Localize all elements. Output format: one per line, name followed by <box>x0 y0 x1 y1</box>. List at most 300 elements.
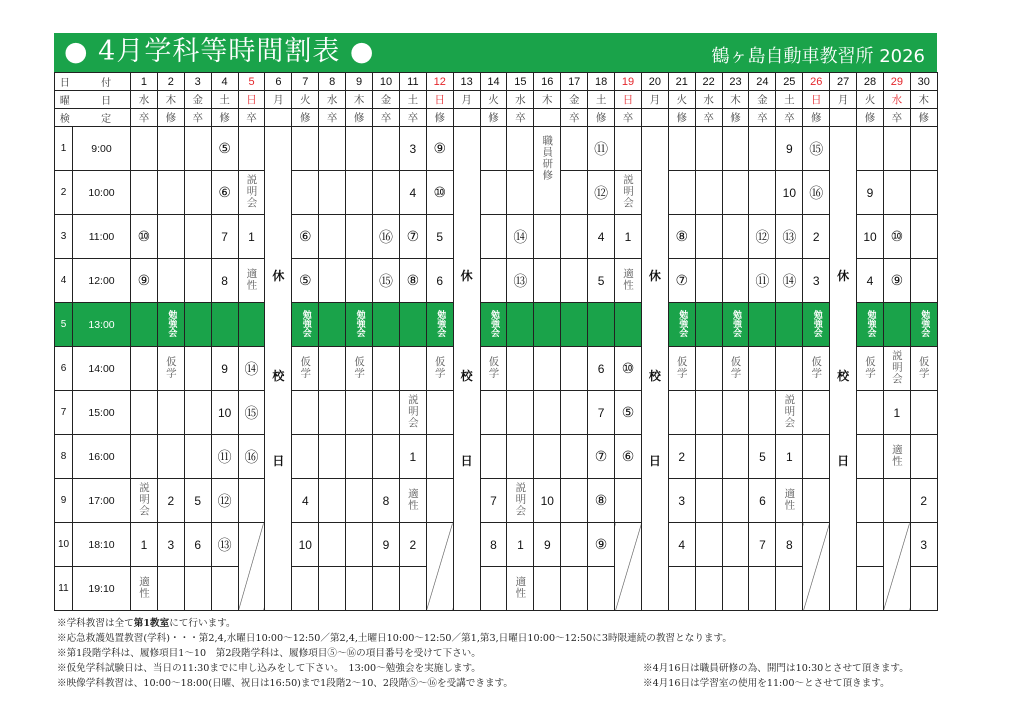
empty-cell <box>857 391 884 435</box>
weekday-cell: 金 <box>749 91 776 109</box>
empty-cell <box>695 435 722 479</box>
class-cell <box>883 259 910 303</box>
empty-cell <box>668 171 695 215</box>
period-time: 19:10 <box>73 567 131 611</box>
exam-cell: 卒 <box>238 109 265 127</box>
empty-cell <box>426 435 453 479</box>
class-cell <box>776 171 803 215</box>
class-cell <box>507 259 534 303</box>
empty-cell <box>695 479 722 523</box>
exam-cell: 卒 <box>695 109 722 127</box>
exam-cell: 修 <box>157 109 184 127</box>
vertical-label: 適性 <box>514 575 527 599</box>
stage1-item: 7 <box>490 493 497 508</box>
empty-cell <box>695 127 722 171</box>
date-cell: 20 <box>641 73 668 91</box>
empty-cell <box>561 215 588 259</box>
class-cell <box>426 259 453 303</box>
empty-cell <box>776 567 803 611</box>
stage1-item: 4 <box>678 537 686 552</box>
closed-label-mid: 校 <box>272 369 285 383</box>
empty-cell <box>373 171 400 215</box>
empty-cell <box>615 127 642 171</box>
empty-cell <box>319 523 346 567</box>
vertical-label: 仮学 <box>164 355 177 379</box>
stage2-item: ⑥ <box>621 448 635 464</box>
stage1-item: 3 <box>678 493 686 508</box>
stage1-item: 2 <box>409 537 417 552</box>
weekday-cell: 日 <box>803 91 830 109</box>
vertical-label: 説明会 <box>137 481 150 517</box>
empty-cell <box>749 567 776 611</box>
stage1-item: 2 <box>167 493 175 508</box>
weekday-cell: 木 <box>722 91 749 109</box>
empty-cell <box>238 303 265 347</box>
title-bar <box>54 33 937 72</box>
class-cell <box>803 259 830 303</box>
class-cell <box>588 391 615 435</box>
class-cell <box>722 303 749 347</box>
class-cell <box>238 171 265 215</box>
class-cell <box>399 479 426 523</box>
class-cell <box>668 259 695 303</box>
class-cell <box>211 523 238 567</box>
class-cell <box>615 347 642 391</box>
empty-cell <box>534 303 561 347</box>
period-row <box>55 303 938 347</box>
empty-cell <box>507 347 534 391</box>
class-cell <box>776 391 803 435</box>
empty-cell <box>346 171 373 215</box>
class-cell <box>588 171 615 215</box>
empty-cell <box>211 303 238 347</box>
period-time: 17:00 <box>73 479 131 523</box>
note-line <box>57 676 732 691</box>
closed-day <box>641 127 668 611</box>
stage1-item: 9 <box>866 185 874 200</box>
exam-cell: 卒 <box>507 109 534 127</box>
note-line <box>57 616 732 631</box>
class-cell <box>615 215 642 259</box>
empty-cell <box>803 479 830 523</box>
weekday-cell: 土 <box>399 91 426 109</box>
stage2-item: ⑧ <box>675 228 689 244</box>
empty-cell <box>131 435 158 479</box>
empty-cell <box>184 171 211 215</box>
date-cell: 9 <box>346 73 373 91</box>
empty-cell <box>131 347 158 391</box>
class-cell <box>238 215 265 259</box>
empty-cell <box>292 435 319 479</box>
empty-cell <box>373 347 400 391</box>
no-class-slash <box>803 523 830 611</box>
closed-label-mid: 校 <box>648 369 661 383</box>
vertical-label: 仮学 <box>675 355 688 379</box>
study-session-label: 勉強会 <box>166 309 177 337</box>
date-cell: 15 <box>507 73 534 91</box>
class-cell <box>211 127 238 171</box>
period-row <box>55 479 938 523</box>
date-cell: 13 <box>453 73 480 91</box>
stage2-item: ⑩ <box>621 360 635 376</box>
weekday-cell: 木 <box>910 91 937 109</box>
empty-cell <box>131 391 158 435</box>
class-cell <box>615 259 642 303</box>
exam-cell: 卒 <box>373 109 400 127</box>
class-cell <box>588 127 615 171</box>
empty-cell <box>131 171 158 215</box>
class-cell <box>480 523 507 567</box>
class-cell <box>857 303 884 347</box>
date-cell: 6 <box>265 73 292 91</box>
stage2-item: ⑭ <box>782 272 797 289</box>
study-session-label: 勉強会 <box>677 309 688 337</box>
vertical-label: 仮学 <box>299 355 312 379</box>
exam-cell <box>830 109 857 127</box>
period-number: 6 <box>55 347 73 391</box>
empty-cell <box>910 391 937 435</box>
empty-cell <box>184 391 211 435</box>
empty-cell <box>319 391 346 435</box>
empty-cell <box>588 567 615 611</box>
weekday-cell: 水 <box>131 91 158 109</box>
date-cell: 21 <box>668 73 695 91</box>
empty-cell <box>480 435 507 479</box>
weekday-cell: 月 <box>265 91 292 109</box>
empty-cell <box>857 127 884 171</box>
class-cell <box>588 215 615 259</box>
date-cell: 28 <box>857 73 884 91</box>
period-row <box>55 127 938 171</box>
empty-cell <box>883 479 910 523</box>
vertical-label: 仮学 <box>917 355 930 379</box>
stage2-item: ⑤ <box>299 272 312 288</box>
period-time: 13:00 <box>73 303 131 347</box>
stage1-item: 10 <box>217 405 232 420</box>
stage1-item: 7 <box>759 537 766 552</box>
empty-cell <box>373 567 400 611</box>
vertical-label: 仮学 <box>729 355 742 379</box>
stage2-item: ⑮ <box>378 272 393 289</box>
empty-cell <box>561 303 588 347</box>
stage2-item: ⑦ <box>675 272 689 288</box>
empty-cell <box>319 303 346 347</box>
stage2-item: ⑩ <box>890 228 904 244</box>
stage1-item: 6 <box>759 493 766 508</box>
empty-cell <box>561 391 588 435</box>
vertical-label: 仮学 <box>810 355 823 379</box>
empty-cell <box>776 303 803 347</box>
stage1-item: 1 <box>409 449 417 464</box>
exam-cell <box>534 109 561 127</box>
class-cell <box>399 259 426 303</box>
closed-label-mid: 校 <box>460 369 473 383</box>
empty-cell <box>561 259 588 303</box>
empty-cell <box>857 567 884 611</box>
exam-cell: 卒 <box>883 109 910 127</box>
empty-cell <box>184 303 211 347</box>
stage2-item: ⑨ <box>433 140 447 156</box>
label-exam: 検 定 <box>55 109 131 127</box>
class-cell <box>507 567 534 611</box>
note-emphasis: 第1教室 <box>133 618 170 629</box>
empty-cell <box>910 567 937 611</box>
empty-cell <box>157 259 184 303</box>
stage1-item: 6 <box>436 273 444 288</box>
empty-cell <box>480 567 507 611</box>
empty-cell <box>910 435 937 479</box>
empty-cell <box>722 127 749 171</box>
date-cell: 24 <box>749 73 776 91</box>
exam-cell: 修 <box>857 109 884 127</box>
empty-cell <box>534 391 561 435</box>
empty-cell <box>534 435 561 479</box>
empty-cell <box>157 127 184 171</box>
exam-cell: 卒 <box>749 109 776 127</box>
weekday-cell: 土 <box>211 91 238 109</box>
stage2-item: ⑭ <box>244 360 259 377</box>
empty-cell <box>749 127 776 171</box>
empty-cell <box>480 171 507 215</box>
period-row <box>55 347 938 391</box>
stage2-item: ⑬ <box>217 536 232 553</box>
exam-cell: 修 <box>910 109 937 127</box>
closed-day <box>265 127 292 611</box>
empty-cell <box>346 479 373 523</box>
stage1-item: 2 <box>678 449 686 464</box>
closed-label-mid: 校 <box>837 369 850 383</box>
stage1-item: 1 <box>893 405 901 420</box>
exam-cell: 修 <box>480 109 507 127</box>
stage2-item: ⑨ <box>137 272 151 288</box>
note-text: にて行います。 <box>169 618 236 629</box>
period-time: 9:00 <box>73 127 131 171</box>
period-time: 11:00 <box>73 215 131 259</box>
empty-cell <box>319 127 346 171</box>
class-cell <box>426 127 453 171</box>
stage2-item: ⑤ <box>218 140 231 156</box>
class-cell <box>211 479 238 523</box>
stage1-item: 1 <box>248 229 255 244</box>
empty-cell <box>668 391 695 435</box>
stage1-item: 9 <box>221 361 228 376</box>
vertical-label: 適性 <box>137 575 150 599</box>
stage2-item: ⑮ <box>809 140 824 157</box>
empty-cell <box>803 391 830 435</box>
stage2-item: ⑩ <box>433 184 447 200</box>
header-row-exam <box>55 109 938 127</box>
period-number: 7 <box>55 391 73 435</box>
class-cell <box>426 215 453 259</box>
note-line <box>57 661 732 676</box>
class-cell <box>131 567 158 611</box>
class-cell <box>668 435 695 479</box>
period-number: 2 <box>55 171 73 215</box>
exam-cell: 修 <box>426 109 453 127</box>
weekday-cell: 水 <box>319 91 346 109</box>
stage2-item: ⑤ <box>621 404 635 420</box>
empty-cell <box>238 479 265 523</box>
note-line <box>57 631 732 646</box>
date-cell: 17 <box>561 73 588 91</box>
vertical-label: 説明会 <box>783 393 796 429</box>
stage2-item: ⑯ <box>809 184 824 201</box>
empty-cell <box>346 391 373 435</box>
stage1-item: 5 <box>597 273 605 288</box>
closed-label-bottom: 日 <box>648 454 661 468</box>
empty-cell <box>561 347 588 391</box>
empty-cell <box>131 303 158 347</box>
empty-cell <box>292 127 319 171</box>
date-cell: 7 <box>292 73 319 91</box>
stage1-item: 5 <box>759 449 766 464</box>
empty-cell <box>722 479 749 523</box>
class-cell <box>534 479 561 523</box>
period-number: 4 <box>55 259 73 303</box>
stage2-item: ⑨ <box>594 536 608 552</box>
vertical-label: 仮学 <box>353 355 366 379</box>
closed-day <box>453 127 480 611</box>
empty-cell <box>157 215 184 259</box>
empty-cell <box>695 523 722 567</box>
study-session-label: 勉強会 <box>300 309 311 337</box>
empty-cell <box>507 127 534 171</box>
period-time: 14:00 <box>73 347 131 391</box>
closed-label-top: 休 <box>837 269 850 283</box>
class-cell <box>507 523 534 567</box>
class-cell <box>776 259 803 303</box>
class-cell <box>776 523 803 567</box>
class-cell <box>803 303 830 347</box>
stage1-item: 6 <box>194 537 202 552</box>
stage2-item: ⑦ <box>594 448 608 464</box>
class-cell <box>131 479 158 523</box>
class-cell <box>211 259 238 303</box>
stage1-item: 7 <box>597 405 605 420</box>
stage1-item: 9 <box>543 537 551 552</box>
stage1-item: 10 <box>782 185 796 200</box>
vertical-label: 適性 <box>783 487 796 511</box>
weekday-cell: 木 <box>346 91 373 109</box>
empty-cell <box>722 567 749 611</box>
class-cell <box>292 347 319 391</box>
empty-cell <box>749 347 776 391</box>
weekday-cell: 火 <box>292 91 319 109</box>
date-cell: 26 <box>803 73 830 91</box>
class-cell <box>857 215 884 259</box>
empty-cell <box>346 215 373 259</box>
class-cell <box>373 523 400 567</box>
class-cell <box>426 171 453 215</box>
class-cell <box>399 215 426 259</box>
closed-label-top: 休 <box>648 269 661 283</box>
class-cell <box>184 523 211 567</box>
note-line <box>57 646 732 661</box>
stage1-item: 4 <box>597 229 605 244</box>
empty-cell <box>292 391 319 435</box>
stage1-item: 8 <box>490 537 497 552</box>
period-number: 1 <box>55 127 73 171</box>
exam-cell: 卒 <box>399 109 426 127</box>
label-date: 日 付 <box>55 73 131 91</box>
class-cell <box>588 259 615 303</box>
empty-cell <box>910 171 937 215</box>
date-cell: 10 <box>373 73 400 91</box>
class-cell <box>426 347 453 391</box>
weekday-cell: 日 <box>238 91 265 109</box>
note-text: ※応急救護処置教習(学科)・・・第2,4,水曜日10:00～12:50／第2,4,土曜日10:00～12:50／第1,第3,日曜日10:00～12:50に3時限連続の教習となります。 <box>57 633 732 644</box>
date-cell: 5 <box>238 73 265 91</box>
empty-cell <box>749 303 776 347</box>
empty-cell <box>346 259 373 303</box>
weekday-cell: 月 <box>830 91 857 109</box>
empty-cell <box>776 347 803 391</box>
class-cell <box>615 391 642 435</box>
empty-cell <box>480 259 507 303</box>
class-cell <box>211 171 238 215</box>
exam-cell: 修 <box>211 109 238 127</box>
empty-cell <box>480 215 507 259</box>
period-time: 18:10 <box>73 523 131 567</box>
empty-cell <box>507 171 534 215</box>
exam-cell: 卒 <box>776 109 803 127</box>
vertical-label: 説明会 <box>890 349 903 385</box>
class-cell <box>910 347 937 391</box>
empty-cell <box>319 171 346 215</box>
stage1-item: 3 <box>167 537 175 552</box>
class-cell <box>507 215 534 259</box>
class-cell <box>857 171 884 215</box>
empty-cell <box>534 567 561 611</box>
stage1-item: 4 <box>866 273 874 288</box>
weekday-cell: 月 <box>641 91 668 109</box>
class-cell <box>131 215 158 259</box>
empty-cell <box>184 215 211 259</box>
stage1-item: 1 <box>785 449 793 464</box>
class-cell <box>668 479 695 523</box>
empty-cell <box>346 523 373 567</box>
stage1-item: 3 <box>920 537 928 552</box>
stage1-item: 6 <box>597 361 605 376</box>
date-cell: 3 <box>184 73 211 91</box>
empty-cell <box>184 435 211 479</box>
period-number: 9 <box>55 479 73 523</box>
empty-cell <box>507 391 534 435</box>
empty-cell <box>184 567 211 611</box>
empty-cell <box>157 391 184 435</box>
class-cell <box>373 479 400 523</box>
stage2-item: ⑦ <box>406 228 420 244</box>
exam-cell <box>265 109 292 127</box>
class-cell <box>238 435 265 479</box>
empty-cell <box>695 215 722 259</box>
class-cell <box>292 215 319 259</box>
empty-cell <box>399 567 426 611</box>
empty-cell <box>749 171 776 215</box>
class-cell <box>292 523 319 567</box>
closed-label-top: 休 <box>272 269 285 283</box>
class-cell <box>722 347 749 391</box>
period-number: 8 <box>55 435 73 479</box>
class-cell <box>588 347 615 391</box>
weekday-cell: 日 <box>615 91 642 109</box>
school-name: 鶴ヶ島自動車教習所 2026 <box>711 46 925 67</box>
no-class-slash <box>238 523 265 611</box>
empty-cell <box>803 435 830 479</box>
header-row-date <box>55 73 938 91</box>
vertical-label: 仮学 <box>487 355 500 379</box>
vertical-label: 適性 <box>890 443 903 467</box>
